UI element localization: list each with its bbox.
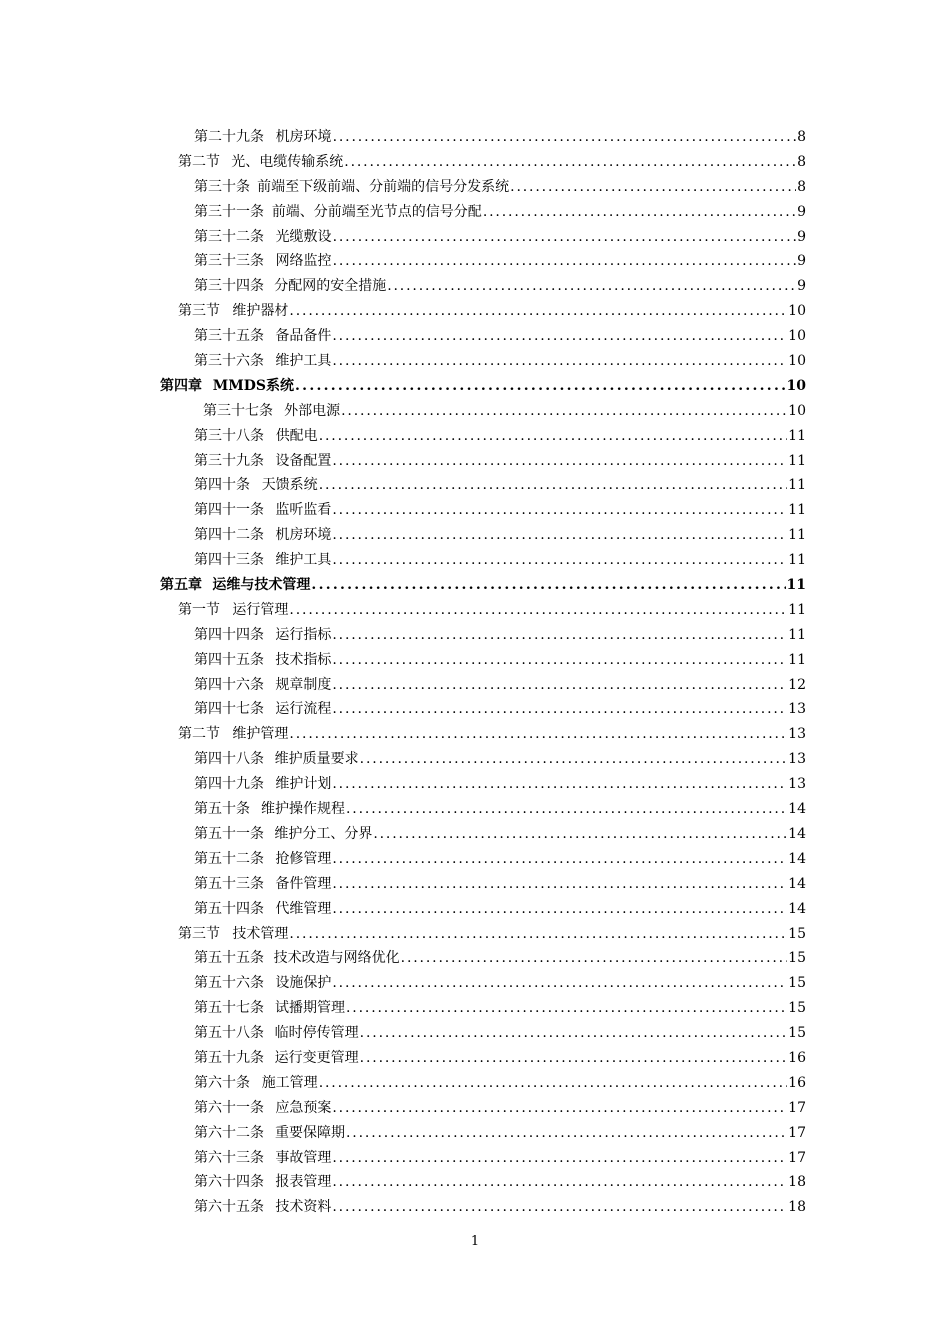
- toc-entry-page: 16: [788, 1074, 806, 1091]
- toc-entry-number: 第五十一条: [194, 825, 264, 842]
- toc-entry[interactable]: [160, 499, 806, 524]
- toc-dot-leader: [319, 1075, 787, 1091]
- toc-entry[interactable]: [160, 1122, 806, 1147]
- toc-entry-number: 第三十四条: [194, 278, 264, 295]
- toc-entry-page: 11: [788, 527, 806, 544]
- toc-entry[interactable]: [160, 798, 806, 823]
- toc-entry-page: 15: [788, 1025, 806, 1042]
- toc-entry-page: 13: [788, 726, 806, 743]
- toc-entry-title: 代维管理: [275, 900, 332, 917]
- toc-entry-page: 17: [788, 1099, 806, 1116]
- toc-entry[interactable]: [160, 649, 806, 674]
- toc-entry-title: 设施保护: [275, 975, 332, 992]
- toc-entry-number: 第四十三条: [194, 552, 264, 569]
- toc-entry-number: 第四十一条: [194, 502, 264, 519]
- toc-entry[interactable]: [160, 151, 806, 176]
- toc-entry[interactable]: [160, 275, 806, 300]
- toc-entry-title: 前端、分前端至光节点的信号分配: [271, 203, 482, 220]
- toc-dot-leader: [341, 403, 787, 419]
- toc-entry-number: 第三十二条: [194, 228, 264, 245]
- toc-entry-page: 15: [788, 1000, 806, 1017]
- toc-entry[interactable]: [160, 176, 806, 201]
- toc-entry[interactable]: [160, 126, 806, 151]
- toc-entry[interactable]: [160, 250, 806, 275]
- toc-entry-title: 运行管理: [232, 601, 289, 618]
- toc-entry-page: 14: [788, 875, 806, 892]
- toc-entry-title: 外部电源: [284, 402, 341, 419]
- toc-entry[interactable]: [160, 873, 806, 898]
- toc-entry-page: 17: [788, 1124, 806, 1141]
- toc-entry-number: 第四十七条: [194, 701, 264, 718]
- toc-entry[interactable]: [160, 698, 806, 723]
- toc-entry-page: 8: [797, 129, 806, 145]
- toc-dot-leader: [344, 154, 796, 170]
- toc-entry-number: 第五十四条: [194, 900, 264, 917]
- toc-entry[interactable]: [160, 1147, 806, 1172]
- toc-entry-number: 第三十条: [194, 178, 250, 195]
- toc-entry-page: 8: [797, 153, 806, 170]
- toc-entry-title: 技术改造与网络优化: [273, 950, 400, 967]
- toc-entry-page: 9: [797, 228, 806, 245]
- toc-entry-title: 技术指标: [275, 651, 332, 668]
- toc-dot-leader: [332, 901, 787, 917]
- toc-dot-leader: [387, 278, 796, 294]
- toc-dot-leader: [295, 378, 785, 394]
- toc-entry-number: 第四章: [160, 377, 202, 394]
- toc-entry-number: 第一节: [178, 601, 220, 618]
- toc-entry-page: 11: [788, 452, 806, 469]
- toc-dot-leader: [333, 253, 797, 269]
- toc-entry-page: 18: [788, 1174, 806, 1191]
- toc-entry-number: 第六十五条: [194, 1199, 264, 1216]
- toc-dot-leader: [332, 677, 787, 693]
- toc-dot-leader: [510, 179, 796, 195]
- toc-entry-page: 13: [788, 701, 806, 718]
- toc-entry[interactable]: [160, 1171, 806, 1196]
- toc-entry-number: 第四十条: [194, 477, 250, 494]
- toc-entry[interactable]: [160, 823, 806, 848]
- toc-dot-leader: [373, 826, 787, 842]
- toc-entry-title: 维护管理: [232, 726, 289, 743]
- toc-entry[interactable]: [160, 549, 806, 574]
- toc-dot-leader: [332, 701, 787, 717]
- toc-entry-number: 第五十七条: [194, 1000, 264, 1017]
- toc-entry[interactable]: [160, 723, 806, 748]
- toc-entry[interactable]: [160, 201, 806, 226]
- toc-dot-leader: [289, 926, 787, 942]
- toc-entry-title: 运维与技术管理: [212, 577, 311, 594]
- toc-entry-title: 运行流程: [275, 701, 332, 718]
- toc-entry[interactable]: [160, 624, 806, 649]
- toc-entry-number: 第五十条: [194, 801, 250, 818]
- toc-entry-number: 第三十六条: [194, 353, 264, 370]
- toc-dot-leader: [332, 1100, 787, 1116]
- toc-entry-title: 抢修管理: [275, 850, 332, 867]
- toc-entry[interactable]: [160, 450, 806, 475]
- toc-entry-title: 光、电缆传输系统: [231, 153, 344, 170]
- toc-entry-page: 11: [788, 626, 806, 643]
- toc-entry-page: 9: [797, 278, 806, 295]
- toc-entry-page: 11: [788, 651, 806, 668]
- toc-entry[interactable]: [160, 773, 806, 798]
- toc-entry-page: 11: [788, 601, 806, 618]
- toc-entry-number: 第三十七条: [203, 402, 273, 419]
- table-of-contents: [160, 126, 806, 1221]
- toc-entry[interactable]: [160, 574, 806, 599]
- toc-entry-title: 技术资料: [275, 1199, 332, 1216]
- toc-dot-leader: [332, 1174, 787, 1190]
- toc-entry-page: 11: [788, 427, 806, 444]
- toc-entry-page: 12: [788, 676, 806, 693]
- toc-entry-page: 15: [788, 950, 806, 967]
- toc-entry-page: 13: [788, 776, 806, 793]
- toc-entry-page: 14: [788, 900, 806, 917]
- toc-entry[interactable]: [160, 524, 806, 549]
- toc-entry-number: 第五十九条: [194, 1049, 264, 1066]
- toc-entry-title: 备件管理: [275, 875, 332, 892]
- toc-dot-leader: [332, 627, 787, 643]
- toc-entry-page: 14: [788, 801, 806, 818]
- toc-entry-page: 10: [786, 377, 806, 394]
- toc-entry-page: 16: [788, 1049, 806, 1066]
- toc-entry[interactable]: [160, 325, 806, 350]
- toc-entry-page: 10: [788, 303, 806, 320]
- toc-entry[interactable]: [160, 1097, 806, 1122]
- toc-entry-number: 第六十二条: [194, 1124, 264, 1141]
- toc-dot-leader: [332, 502, 787, 518]
- toc-entry-title: 应急预案: [275, 1099, 332, 1116]
- toc-entry[interactable]: [160, 1196, 806, 1221]
- toc-entry-title: 监听监看: [275, 502, 332, 519]
- toc-entry-title: 施工管理: [261, 1074, 318, 1091]
- toc-entry-number: 第五十三条: [194, 875, 264, 892]
- toc-entry-title: 维护操作规程: [261, 801, 345, 818]
- toc-dot-leader: [401, 950, 788, 966]
- toc-entry-number: 第六十四条: [194, 1174, 264, 1191]
- toc-dot-leader: [332, 1199, 787, 1215]
- toc-entry-number: 第四十六条: [194, 676, 264, 693]
- toc-entry-page: 11: [788, 477, 806, 494]
- toc-entry-title: 运行指标: [275, 626, 332, 643]
- toc-dot-leader: [333, 229, 797, 245]
- toc-entry-title: 维护工具: [275, 353, 332, 370]
- toc-entry-title: 临时停传管理: [274, 1025, 359, 1042]
- toc-entry-number: 第二节: [178, 153, 220, 170]
- toc-entry-title: 试播期管理: [275, 1000, 345, 1017]
- toc-entry-number: 第三十一条: [194, 203, 264, 220]
- toc-dot-leader: [332, 876, 787, 892]
- toc-entry-number: 第四十四条: [194, 626, 264, 643]
- toc-dot-leader: [346, 1125, 787, 1141]
- toc-dot-leader: [333, 129, 797, 145]
- toc-entry-title: 运行变更管理: [274, 1049, 359, 1066]
- toc-dot-leader: [332, 851, 787, 867]
- toc-entry-number: 第二十九条: [194, 129, 264, 145]
- toc-entry-title: 供配电: [275, 427, 318, 444]
- toc-entry-title: 规章制度: [275, 676, 332, 693]
- toc-dot-leader: [332, 453, 787, 469]
- toc-entry-number: 第四十八条: [194, 751, 264, 768]
- toc-entry-page: 11: [786, 577, 806, 594]
- toc-entry[interactable]: [160, 748, 806, 773]
- toc-entry[interactable]: [160, 300, 806, 325]
- toc-entry[interactable]: [160, 425, 806, 450]
- toc-entry-page: 18: [788, 1199, 806, 1216]
- toc-entry[interactable]: [160, 400, 806, 425]
- toc-dot-leader: [289, 602, 787, 618]
- toc-entry-page: 13: [788, 751, 806, 768]
- toc-dot-leader: [360, 1025, 788, 1041]
- toc-entry[interactable]: [160, 350, 806, 375]
- page-number: 1: [470, 1234, 480, 1249]
- toc-entry-number: 第四十九条: [194, 776, 264, 793]
- toc-entry-title: 分配网的安全措施: [274, 278, 387, 295]
- toc-entry-number: 第三十三条: [194, 253, 264, 270]
- toc-entry-number: 第三节: [178, 303, 220, 320]
- toc-entry-page: 15: [788, 975, 806, 992]
- toc-dot-leader: [332, 353, 787, 369]
- toc-dot-leader: [332, 328, 787, 344]
- toc-entry-title: 光缆敷设: [275, 228, 332, 245]
- toc-entry-page: 10: [788, 328, 806, 345]
- toc-entry-number: 第三十八条: [194, 427, 264, 444]
- toc-entry-number: 第六十条: [194, 1074, 250, 1091]
- toc-entry[interactable]: [160, 997, 806, 1022]
- toc-dot-leader: [332, 1150, 787, 1166]
- toc-entry[interactable]: [160, 1072, 806, 1097]
- toc-dot-leader: [311, 577, 785, 593]
- toc-entry[interactable]: [160, 1022, 806, 1047]
- toc-entry[interactable]: [160, 947, 806, 972]
- toc-dot-leader: [360, 751, 788, 767]
- toc-entry-number: 第二节: [178, 726, 220, 743]
- toc-entry-title: 维护计划: [275, 776, 332, 793]
- toc-dot-leader: [346, 1000, 787, 1016]
- toc-entry[interactable]: [160, 375, 806, 400]
- toc-entry-number: 第五十二条: [194, 850, 264, 867]
- toc-entry-page: 9: [797, 203, 806, 220]
- toc-entry[interactable]: [160, 972, 806, 997]
- toc-entry-number: 第五十八条: [194, 1025, 264, 1042]
- toc-dot-leader: [319, 428, 787, 444]
- toc-entry[interactable]: [160, 848, 806, 873]
- toc-entry[interactable]: [160, 674, 806, 699]
- toc-entry-page: 15: [788, 925, 806, 942]
- toc-entry[interactable]: [160, 599, 806, 624]
- toc-entry-page: 11: [788, 552, 806, 569]
- toc-entry-title: 备品备件: [275, 328, 332, 345]
- toc-dot-leader: [332, 975, 787, 991]
- toc-entry[interactable]: [160, 898, 806, 923]
- toc-dot-leader: [319, 477, 787, 493]
- toc-entry-number: 第五十五条: [194, 950, 264, 967]
- toc-dot-leader: [332, 776, 787, 792]
- toc-entry-page: 17: [788, 1149, 806, 1166]
- toc-entry-page: 14: [788, 825, 806, 842]
- toc-entry-title: 机房环境: [275, 527, 332, 544]
- toc-entry-title: 维护器材: [232, 303, 289, 320]
- toc-entry-number: 第四十五条: [194, 651, 264, 668]
- toc-entry-title: 设备配置: [275, 452, 332, 469]
- toc-entry-number: 第三十九条: [194, 452, 264, 469]
- toc-dot-leader: [346, 801, 787, 817]
- toc-entry-title: 报表管理: [275, 1174, 332, 1191]
- toc-entry[interactable]: [160, 226, 806, 251]
- toc-entry-page: 10: [788, 402, 806, 419]
- toc-entry[interactable]: [160, 923, 806, 948]
- toc-entry-title: MMDS系统: [212, 377, 295, 394]
- toc-entry[interactable]: [160, 474, 806, 499]
- toc-entry-title: 机房环境: [275, 129, 332, 145]
- toc-dot-leader: [360, 1050, 788, 1066]
- toc-entry-number: 第三节: [178, 925, 220, 942]
- toc-dot-leader: [483, 204, 796, 220]
- toc-entry[interactable]: [160, 1047, 806, 1072]
- toc-entry-page: 10: [788, 353, 806, 370]
- toc-entry-number: 第三十五条: [194, 328, 264, 345]
- toc-entry-number: 第四十二条: [194, 527, 264, 544]
- toc-dot-leader: [289, 726, 787, 742]
- toc-entry-number: 第五章: [160, 577, 202, 594]
- toc-dot-leader: [332, 552, 787, 568]
- toc-dot-leader: [289, 303, 787, 319]
- toc-entry-title: 技术管理: [232, 925, 289, 942]
- toc-entry-number: 第五十六条: [194, 975, 264, 992]
- toc-entry-title: 网络监控: [275, 253, 332, 270]
- toc-entry-number: 第六十三条: [194, 1149, 264, 1166]
- toc-entry-number: 第六十一条: [194, 1099, 264, 1116]
- toc-entry-page: 11: [788, 502, 806, 519]
- toc-entry-title: 事故管理: [275, 1149, 332, 1166]
- toc-entry-title: 维护质量要求: [274, 751, 359, 768]
- toc-entry-title: 重要保障期: [275, 1124, 345, 1141]
- toc-entry-page: 8: [797, 178, 806, 195]
- toc-entry-page: 14: [788, 850, 806, 867]
- toc-entry-title: 维护分工、分界: [274, 825, 373, 842]
- toc-entry-title: 维护工具: [275, 552, 332, 569]
- toc-entry-page: 9: [797, 253, 806, 270]
- toc-dot-leader: [332, 527, 787, 543]
- toc-entry-title: 天馈系统: [261, 477, 318, 494]
- toc-dot-leader: [332, 652, 787, 668]
- toc-entry-title: 前端至下级前端、分前端的信号分发系统: [257, 178, 510, 195]
